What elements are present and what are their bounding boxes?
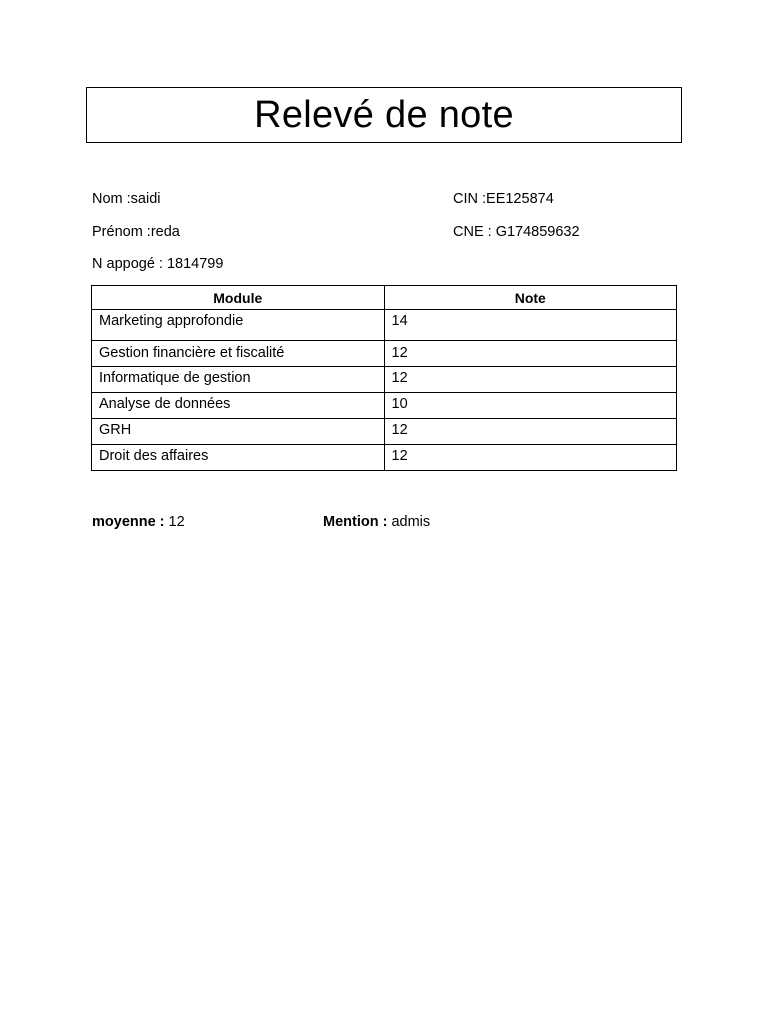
student-cne: CNE : G174859632	[453, 224, 580, 240]
student-prenom: Prénom :reda	[92, 224, 180, 240]
module-cell: Analyse de données	[92, 393, 385, 419]
table-row	[92, 341, 677, 367]
student-cin: CIN :EE125874	[453, 191, 554, 207]
table-header-row	[92, 286, 677, 310]
module-cell: Droit des affaires	[92, 445, 385, 471]
table-row	[92, 445, 677, 471]
table-row	[92, 393, 677, 419]
module-cell: Marketing approfondie	[92, 310, 385, 341]
note-cell: 12	[384, 367, 676, 393]
mention	[323, 514, 430, 530]
table-row	[92, 310, 677, 341]
title-box	[86, 87, 682, 143]
table-row	[92, 419, 677, 445]
header-note: Note	[384, 286, 676, 310]
header-module: Module	[92, 286, 385, 310]
page-title: Relevé de note	[254, 93, 514, 136]
moyenne	[92, 514, 185, 530]
module-cell: Gestion financière et fiscalité	[92, 341, 385, 367]
note-cell: 12	[384, 445, 676, 471]
module-cell: GRH	[92, 419, 385, 445]
module-cell: Informatique de gestion	[92, 367, 385, 393]
moyenne-value: 12	[168, 514, 185, 530]
note-cell: 12	[384, 419, 676, 445]
mention-value: admis	[391, 514, 431, 530]
moyenne-label: moyenne :	[92, 514, 165, 530]
grades-table	[91, 285, 677, 471]
student-nom: Nom :saidi	[92, 191, 161, 207]
note-cell: 10	[384, 393, 676, 419]
note-cell: 14	[384, 310, 676, 341]
mention-label: Mention :	[323, 514, 388, 530]
student-appoge: N appogé : 1814799	[92, 256, 224, 272]
note-cell: 12	[384, 341, 676, 367]
table-row	[92, 367, 677, 393]
